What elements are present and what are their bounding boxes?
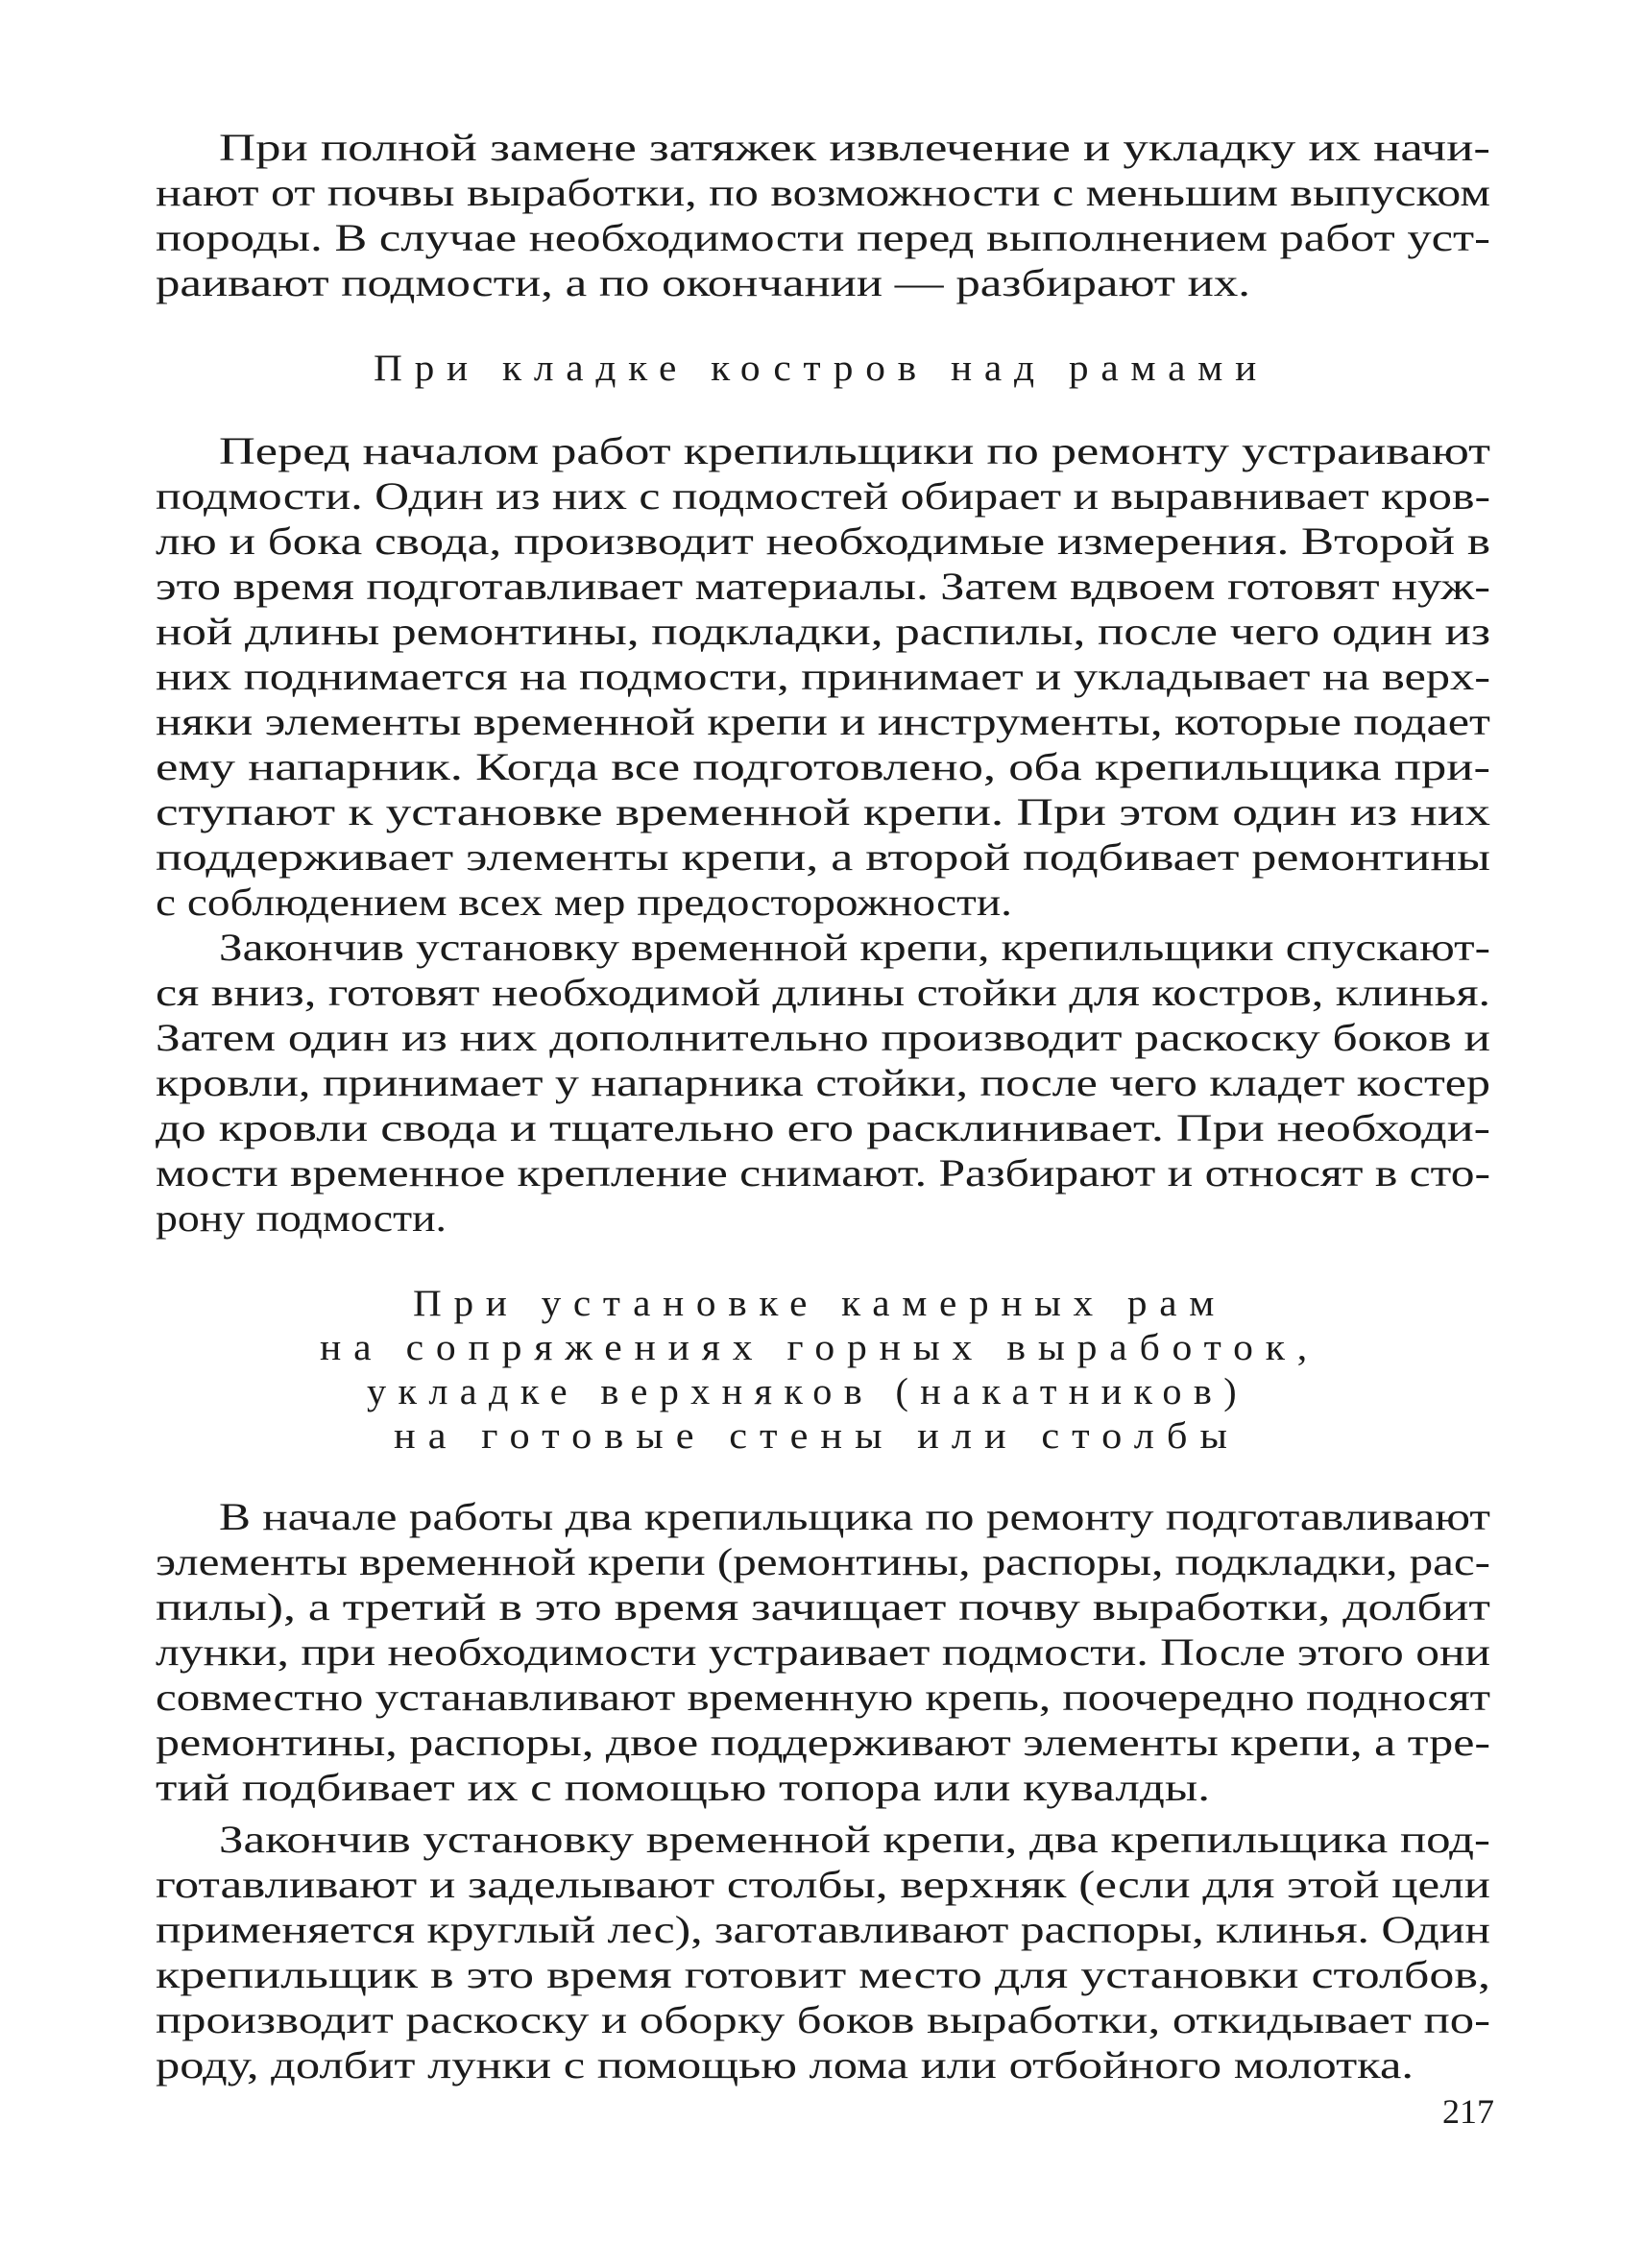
text-line: ему напарник. Когда все подготовлено, оба крепильщика при- bbox=[156, 745, 1490, 788]
text-line: тий подбивает их с помощью топора или кувалды. bbox=[156, 1766, 1210, 1809]
text-line: пилы), а третий в это время зачищает почву выработки, долбит bbox=[156, 1585, 1490, 1629]
text-line: Перед началом работ крепильщики по ремонту устраивают bbox=[219, 429, 1490, 472]
text-line: элементы временной крепи (ремонтины, распоры, подкладки, рас- bbox=[156, 1540, 1490, 1583]
text-line: няки элементы временной крепи и инструменты, которые подает bbox=[156, 700, 1490, 743]
text-line: крепильщик в это время готовит место для установки столбов, bbox=[156, 1953, 1490, 1996]
text-line: ся вниз, готовят необходимой длины стойки для костров, клинья. bbox=[156, 971, 1490, 1014]
heading-line: на сопряжениях горных выработок, bbox=[320, 1327, 1319, 1368]
text-line: поддерживает элементы крепи, а второй подбивает ремонтины bbox=[156, 835, 1490, 879]
text-line: При полной замене затяжек извлечение и укладку их начи- bbox=[219, 126, 1490, 169]
heading-line: При установке камерных рам bbox=[413, 1283, 1226, 1324]
text-line: с соблюдением всех мер предосторожности. bbox=[156, 881, 1012, 924]
text-line: раивают подмости, а по окончании — разбирают их. bbox=[156, 261, 1250, 304]
heading-line: на готовые стены или столбы bbox=[394, 1415, 1240, 1457]
text-line: совместно устанавливают временную крепь, поочередно подносят bbox=[156, 1676, 1490, 1719]
heading-line: При кладке костров над рамами bbox=[374, 348, 1269, 389]
text-line: ной длины ремонтины, подкладки, распилы, после чего один из bbox=[156, 610, 1490, 653]
text-line: нают от почвы выработки, по возможности с меньшим выпуском bbox=[156, 171, 1490, 214]
text-line: них поднимается на подмости, принимает и укладывает на верх- bbox=[156, 655, 1490, 698]
text-line: готавливают и заделывают столбы, верхняк (если для этой цели bbox=[156, 1863, 1490, 1906]
text-line: Закончив установку временной крепи, два крепильщика под- bbox=[219, 1818, 1490, 1861]
heading-line: укладке верхняков (накатников) bbox=[367, 1371, 1248, 1412]
text-line: лю и бока свода, производит необходимые измерения. Второй в bbox=[156, 519, 1490, 563]
text-line: производит раскоску и оборку боков выработки, откидывает по- bbox=[156, 1998, 1490, 2041]
text-line: породы. В случае необходимости перед выполнением работ уст- bbox=[156, 216, 1490, 259]
text-line: рону подмости. bbox=[156, 1196, 447, 1240]
text-line: В начале работы два крепильщика по ремонту подготавливают bbox=[219, 1495, 1490, 1538]
text-line: мости временное крепление снимают. Разбирают и относят в сто- bbox=[156, 1151, 1490, 1194]
text-line: Затем один из них дополнительно производит раскоску боков и bbox=[156, 1016, 1490, 1059]
text-line: Закончив установку временной крепи, крепильщики спускают- bbox=[219, 926, 1490, 969]
text-line: роду, долбит лунки с помощью лома или отбойного молотка. bbox=[156, 2043, 1414, 2087]
text-line: кровли, принимает у напарника стойки, после чего кладет костер bbox=[156, 1061, 1490, 1104]
page-number: 217 bbox=[1442, 2092, 1494, 2131]
text-line: лунки, при необходимости устраивает подмости. После этого они bbox=[156, 1630, 1490, 1674]
text-line: подмости. Один из них с подмостей обирает и выравнивает кров- bbox=[156, 474, 1490, 518]
text-line: это время подготавливает материалы. Затем вдвоем готовят нуж- bbox=[156, 565, 1490, 608]
text-line: ступают к установке временной крепи. При этом один из них bbox=[156, 790, 1490, 833]
text-line: ремонтины, распоры, двое поддерживают элементы крепи, а тре- bbox=[156, 1721, 1490, 1764]
text-line: до кровли свода и тщательно его расклинивает. При необходи- bbox=[156, 1106, 1490, 1149]
text-line: применяется круглый лес), заготавливают распоры, клинья. Один bbox=[156, 1908, 1490, 1951]
